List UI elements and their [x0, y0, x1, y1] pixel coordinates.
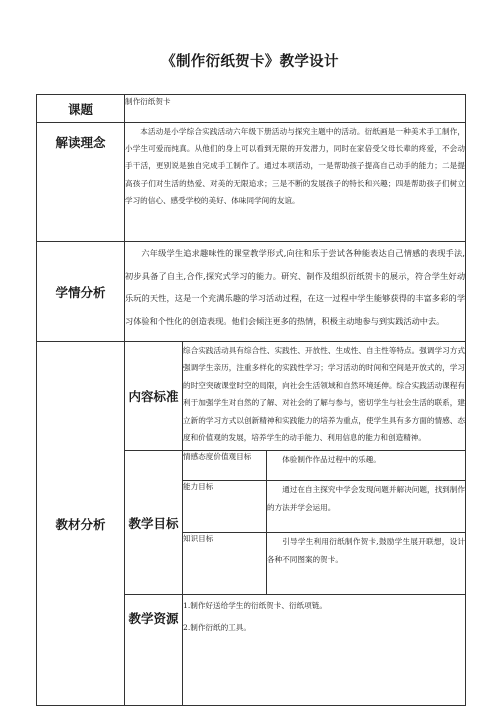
topic-label: 课题: [37, 95, 125, 123]
goal-name-emotion: 情感态度价值观目标: [183, 451, 267, 481]
topic-value: 制作衍纸贺卡: [125, 95, 466, 123]
row-concept: [37, 123, 466, 242]
goal-name-ability: 能力目标: [183, 481, 267, 533]
standard-text: 综合实践活动具有综合性、实践性、开放性、生成性、自主性等特点。强调学习方式强调学生亲历，注重多样化的实践性学习；学习活动的时间和空间是开放式的，学习的时空突破课堂时空的局限，向社会生活领域和自然环境延伸。综合实践活动课程有利于加强学生对自然的了解、对社会的了解与参与，密切学生与社会生活的联系，建立新的学习方式以创新精神和实践能力的培养为重点，使学生具有多方面的情感、态度和价值观的发展，培养学生的动手能力、利用信息的能力和创造精神。: [183, 342, 466, 451]
document-title: 《制作衍纸贺卡》教学设计: [161, 53, 339, 70]
students-text: [125, 242, 466, 342]
row-topic: [37, 95, 466, 123]
lesson-plan-table: [36, 94, 466, 706]
resource-item: 1.制作好送给学生的衍纸贺卡、衍纸项链。: [183, 601, 327, 610]
goal-text-knowledge-content: 引导学生利用衍纸制作贺卡,鼓励学生展开联想，设计各种不同图案的贺卡。: [267, 537, 466, 564]
goal-text-ability-content: 通过在自主探究中学会发现问题并解决问题，找到制作的方法并学会运用。: [267, 485, 466, 512]
concept-paragraph: 本活动是小学综合实践活动六年级下册活动与探究主题中的活动。衍纸画是一种美术手工制作，小学生可爱而纯真。从他们的身上可以看到无限的开发潜力，同时在家倍受父母长辈的疼爱，不会动手干活，更别说是独自完成手工制作了。通过本项活动，一是帮助孩子提高自己动手的能力；二是提高孩子们对生活的热爱、对美的无限追求；三是不断的发展孩子的特长和兴趣；四是帮助孩子们树立学习的信心、感受学校的美好、体味同学间的友谊。: [125, 127, 466, 205]
row-students: [37, 242, 466, 342]
concept-text: [125, 123, 466, 242]
goal-name-knowledge: 知识目标: [183, 533, 267, 595]
students-paragraph: 六年级学生追求趣味性的课堂教学形式,向往和乐于尝试各种能表达自己情感的表现手法,初步具备了自主,合作,探究式学习的能力。研究、制作及组织衍纸贺卡的展示，符合学生好动乐玩的天性，这是一个充满乐趣的学习活动过程，在这一过程中学生能够获得的丰富多彩的学习体验和个性化的创造表现。他们会倾注更多的热情，积极主动地参与到实践活动中去。: [125, 248, 466, 326]
goal-text-knowledge: [267, 533, 466, 595]
resources-list: [183, 595, 466, 706]
resources-label: 教学资源: [125, 595, 183, 706]
goal-text-emotion-content: 体验制作作品过程中的乐趣。: [282, 455, 381, 464]
resource-item: 2.制作衍纸的工具。: [183, 623, 251, 632]
goals-label: 教学目标: [125, 451, 183, 595]
row-standard: [37, 342, 466, 451]
concept-label: 解读理念: [37, 123, 125, 242]
goal-text-ability: [267, 481, 466, 533]
standard-label: 内容标准: [125, 342, 183, 451]
students-label: 学情分析: [37, 242, 125, 342]
goal-text-emotion: [267, 451, 466, 481]
material-label: 教材分析: [37, 342, 125, 706]
